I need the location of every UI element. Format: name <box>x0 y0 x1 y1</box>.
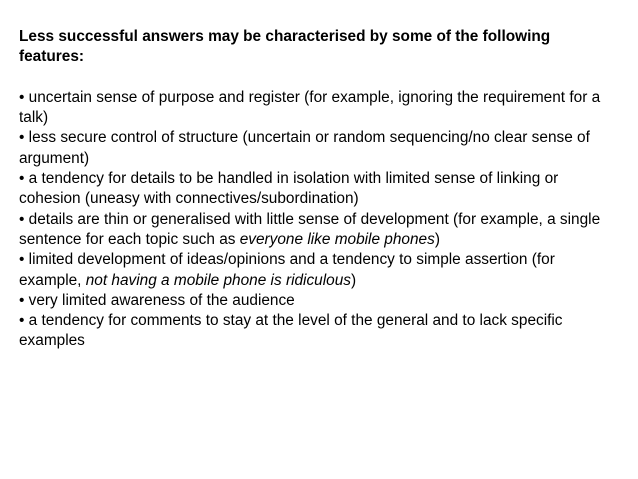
document-body <box>19 27 619 352</box>
bullet: • <box>19 312 25 330</box>
item-text-after: ) <box>350 271 357 289</box>
item-text-after: ) <box>434 230 440 248</box>
list-item <box>19 311 619 352</box>
list-item <box>19 210 619 251</box>
item-emphasis: not having a mobile phone is ridiculous <box>85 271 351 289</box>
item-text-before: limited development of ideas/opinions and a tendency to simple assertion (for example, <box>19 251 555 289</box>
bullet: • <box>19 291 25 309</box>
list-item <box>19 88 619 129</box>
list-item <box>19 128 619 169</box>
feature-list <box>19 88 619 352</box>
list-item <box>19 291 619 311</box>
list-item <box>19 250 619 291</box>
item-text: less secure control of structure (uncertain or random sequencing/no clear sense of argument) <box>19 129 590 167</box>
item-text: a tendency for details to be handled in isolation with limited sense of linking or cohesion (uneasy with connectives/subordination) <box>19 170 559 208</box>
bullet: • <box>19 251 25 269</box>
bullet: • <box>19 88 25 106</box>
item-text: very limited awareness of the audience <box>28 291 295 309</box>
item-text: a tendency for comments to stay at the level of the general and to lack specific examples <box>19 312 563 350</box>
bullet: • <box>19 210 25 228</box>
heading: Less successful answers may be characterised by some of the following features: <box>19 28 551 66</box>
item-text: uncertain sense of purpose and register (for example, ignoring the requirement for a talk) <box>19 88 601 127</box>
list-item <box>19 169 619 210</box>
bullet: • <box>19 170 25 188</box>
item-emphasis: everyone like mobile phones <box>239 230 435 248</box>
bullet: • <box>19 129 25 147</box>
item-text-before: details are thin or generalised with little sense of development (for example, a single sentence for each topic such as <box>19 210 601 248</box>
